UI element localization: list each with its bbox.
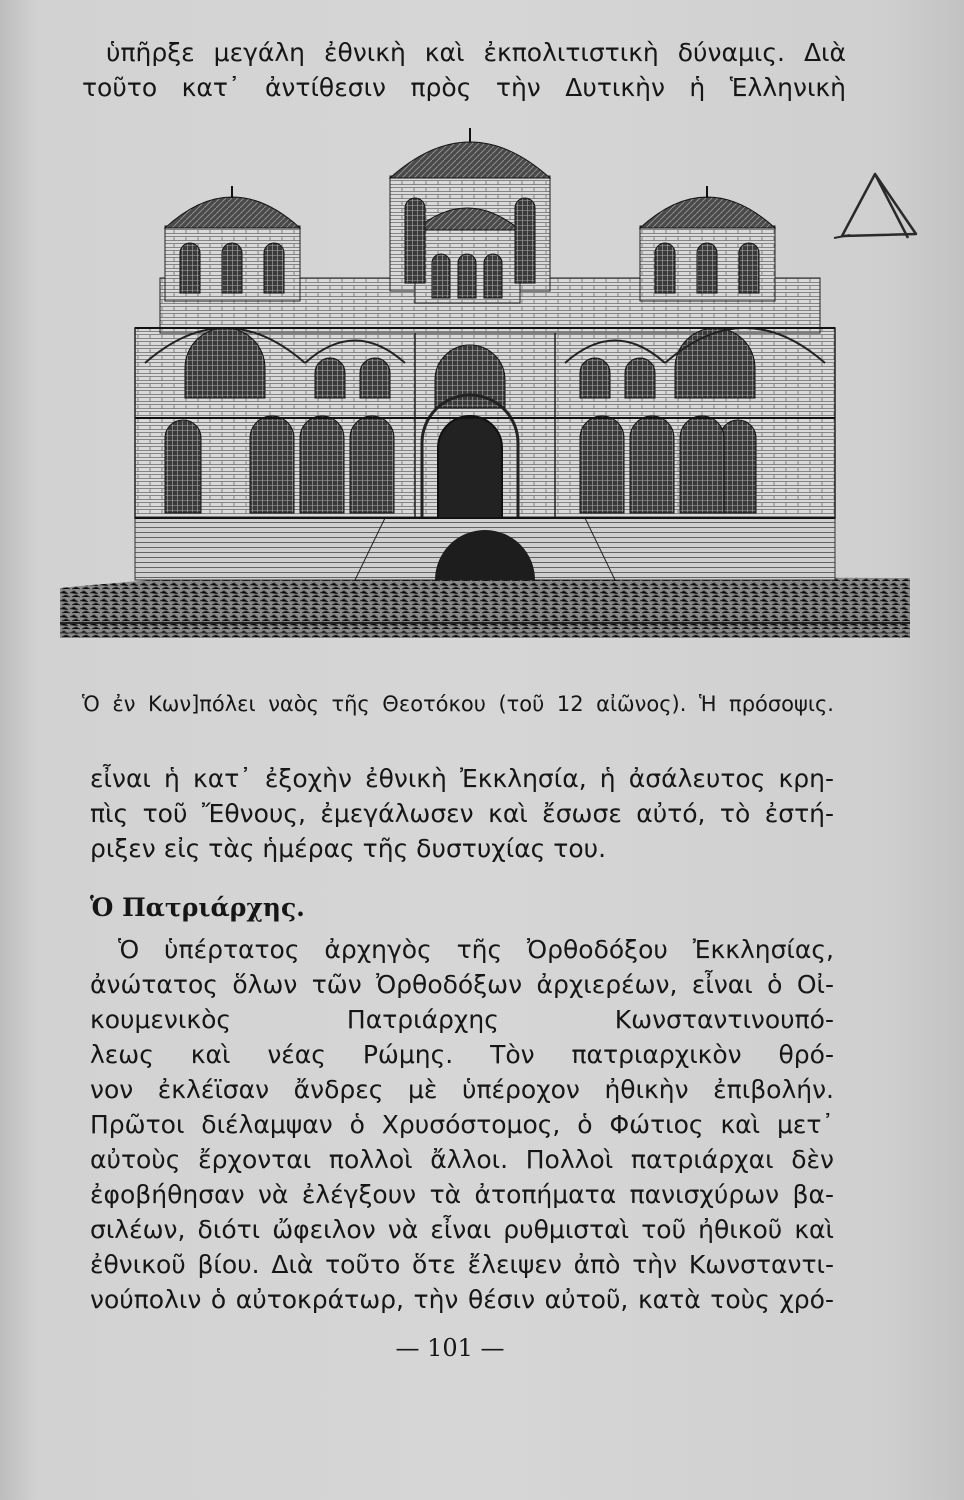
section-line-7: αὐτοὺς ἔρχονται πολλοὶ ἄλλοι. Πολλοὶ πατριάρχαι δὲν bbox=[90, 1145, 834, 1174]
paragraph1-line-1: εἶναι ἡ κατ᾽ ἐξοχὴν ἐθνικὴ Ἐκκλησία, ἡ ἀσάλευτος κρη- bbox=[90, 764, 834, 793]
section-line-6: Πρῶτοι διέλαμψαν ὁ Χρυσόστομος, ὁ Φώτιος καὶ μετ᾽ bbox=[90, 1110, 834, 1139]
section-line-4: λεως καὶ νέας Ρώμης. Τὸν πατριαρχικὸν θρό- bbox=[90, 1040, 834, 1069]
paragraph1-line-2: πὶς τοῦ Ἔθνους, ἐμεγάλωσεν καὶ ἔσωσε αὐτό, τὸ ἐστή- bbox=[90, 799, 834, 828]
pencil-triangle-mark bbox=[820, 168, 920, 248]
section-line-3: κουμενικὸς Πατριάρχης Κωνσταντινουπό- bbox=[90, 1005, 834, 1034]
section-line-1: Ὁ ὑπέρτατος ἀρχηγὸς τῆς Ὀρθοδόξου Ἐκκλησίας, bbox=[118, 935, 834, 964]
section-line-10: ἐθνικοῦ βίου. Διὰ τοῦτο ὅτε ἔλειψεν ἀπὸ τὴν Κωνσταντι- bbox=[90, 1250, 834, 1279]
section-line-11: νούπολιν ὁ αὐτοκράτωρ, τὴν θέσιν αὐτοῦ, κατὰ τοὺς χρό- bbox=[90, 1285, 834, 1314]
section-line-5: νον ἐκλέϊσαν ἄνδρες μὲ ὑπέροχον ἠθικὴν ἐπιβολήν. bbox=[90, 1075, 834, 1104]
section-line-8: ἐφοβήθησαν νὰ ἐλέγξουν τὰ ἀτοπήματα πανισχύρων βα- bbox=[90, 1180, 834, 1209]
text-line-2: τοῦτο κατ᾽ ἀντίθεσιν πρὸς τὴν Δυτικὴν ἡ Ἑλληνικὴ bbox=[82, 73, 846, 102]
section-heading: Ὁ Πατριάρχης. bbox=[90, 893, 305, 922]
paragraph1-line-3: ριξεν εἰς τὰς ἡμέρας τῆς δυστυχίας του. bbox=[90, 834, 607, 863]
figure-caption: Ὁ ἐν Κων]πόλει ναὸς τῆς Θεοτόκου (τοῦ 12 αἰῶνος). Ἡ πρόσοψις. bbox=[82, 692, 834, 716]
section-line-9: σιλέων, διότι ὤφειλον νὰ εἶναι ρυθμισταὶ τοῦ ἠθικοῦ καὶ bbox=[90, 1215, 834, 1244]
church-illustration bbox=[60, 118, 910, 663]
page-number: — 101 — bbox=[395, 1334, 505, 1362]
text-line-1: ὑπῆρξε μεγάλη ἐθνικὴ καὶ ἐκπολιτιστικὴ δύναμις. Διὰ bbox=[106, 38, 846, 67]
section-line-2: ἀνώτατος ὅλων τῶν Ὀρθοδόξων ἀρχιερέων, εἶναι ὁ Οἰ- bbox=[90, 970, 834, 999]
